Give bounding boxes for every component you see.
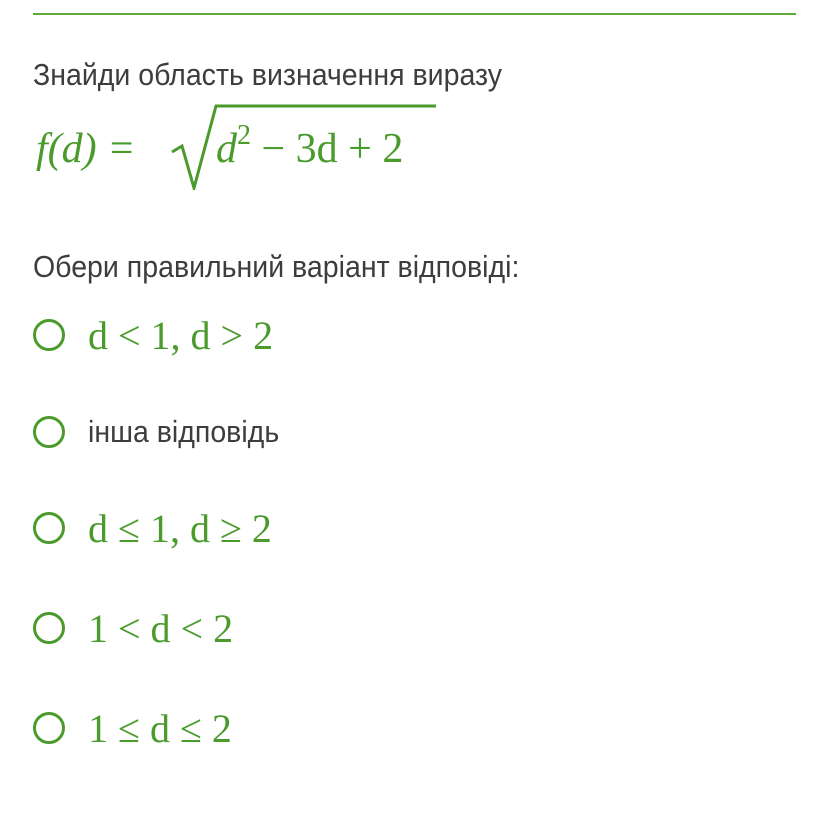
radio-button-icon[interactable] <box>33 319 65 351</box>
option-5[interactable] <box>33 706 232 750</box>
answer-prompt: Обери правильний варіант відповіді: <box>33 249 520 284</box>
formula-radicand <box>216 120 404 173</box>
option-label: інша відповідь <box>88 414 280 449</box>
option-2[interactable] <box>33 410 296 454</box>
question-prompt: Знайди область визначення виразу <box>33 57 503 92</box>
formula-lhs-text: f(d) = <box>36 126 136 172</box>
option-label: 1 < d < 2 <box>88 605 234 651</box>
option-3[interactable] <box>33 506 272 550</box>
radio-button-icon[interactable] <box>33 612 65 644</box>
radio-button-icon[interactable] <box>33 712 65 744</box>
option-label: 1 ≤ d ≤ 2 <box>88 705 232 751</box>
top-divider <box>33 13 796 15</box>
option-label: d ≤ 1, d ≥ 2 <box>88 505 272 551</box>
formula-lhs <box>36 125 135 173</box>
option-1[interactable] <box>33 313 273 357</box>
option-4[interactable] <box>33 606 233 650</box>
radicand-base: d <box>216 126 237 172</box>
radio-button-icon[interactable] <box>33 512 65 544</box>
radicand-exponent: 2 <box>237 120 251 151</box>
option-label: d < 1, d > 2 <box>88 312 274 358</box>
radio-button-icon[interactable] <box>33 416 65 448</box>
radicand-rest: − 3d + 2 <box>251 126 404 172</box>
